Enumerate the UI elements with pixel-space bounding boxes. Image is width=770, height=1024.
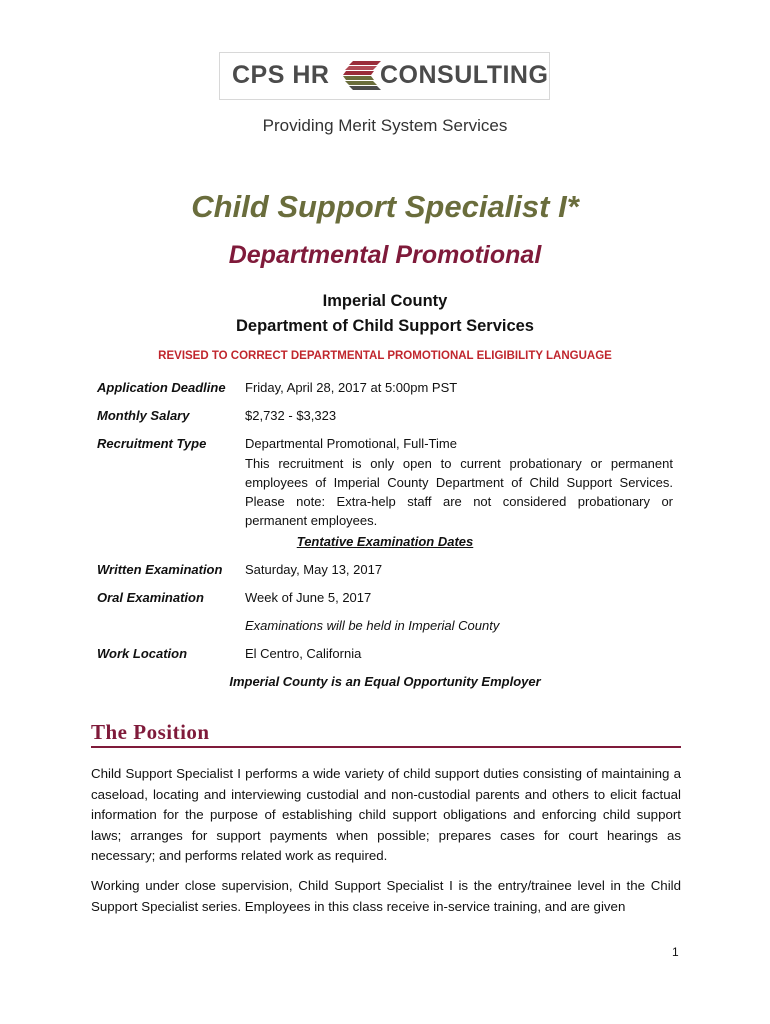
oral-exam-label: Oral Examination: [97, 590, 204, 605]
eeo-statement: Imperial County is an Equal Opportunity Employer: [229, 674, 541, 689]
page-number: 1: [672, 945, 679, 959]
monthly-salary-value: $2,732 - $3,323: [245, 408, 337, 423]
revised-notice: REVISED TO CORRECT DEPARTMENTAL PROMOTIONAL ELIGIBILITY LANGUAGE: [158, 350, 612, 362]
written-exam-label: Written Examination: [97, 562, 223, 577]
exam-location-note: Examinations will be held in Imperial County: [245, 618, 500, 633]
written-exam-value: Saturday, May 13, 2017: [245, 562, 383, 577]
job-title: Child Support Specialist I*: [191, 189, 579, 224]
oral-exam-value: Week of June 5, 2017: [245, 590, 372, 605]
section-divider: [91, 746, 681, 748]
position-paragraph-2: Working under close supervision, Child Support Specialist I is the entry/trainee level in the Child Support Specialist series. Employees in this class receive in-service training, and are given: [91, 878, 681, 914]
logo-text-left: CPS HR: [232, 61, 330, 89]
recruitment-type-value: Departmental Promotional, Full-Time: [245, 436, 457, 451]
tentative-dates-heading: Tentative Examination Dates: [296, 534, 474, 549]
recruitment-type-label: Recruitment Type: [97, 436, 207, 451]
tagline: Providing Merit System Services: [262, 116, 508, 135]
logo-stripes-icon: [343, 61, 381, 91]
monthly-salary-label: Monthly Salary: [97, 408, 190, 423]
cps-hr-logo: [219, 52, 550, 100]
application-deadline-label: Application Deadline: [97, 380, 226, 395]
section-heading: The Position: [91, 720, 210, 744]
application-deadline-value: Friday, April 28, 2017 at 5:00pm PST: [245, 380, 458, 395]
department-name: Department of Child Support Services: [236, 317, 534, 335]
logo-text-right: CONSULTING: [380, 61, 549, 89]
position-paragraph-1: Child Support Specialist I performs a wide variety of child support duties consisting of maintaining a caseload, locating and interviewing custodial and non-custodial parents and others to elicit factual information for the purpose of establishing child support obligations and enforcing child support laws; arranges for support payments when possible; prepares cases for court hearings as necessary; and performs related work as required.: [91, 766, 681, 863]
work-location-label: Work Location: [97, 646, 188, 661]
county-name: Imperial County: [322, 292, 448, 310]
job-subtitle: Departmental Promotional: [228, 241, 542, 269]
work-location-value: El Centro, California: [245, 646, 362, 661]
recruitment-type-note: This recruitment is only open to current probationary or permanent employees of Imperial County Department of Child Support Services. Please note: Extra-help staff are not considered probationary or permanent employees.: [245, 456, 673, 528]
